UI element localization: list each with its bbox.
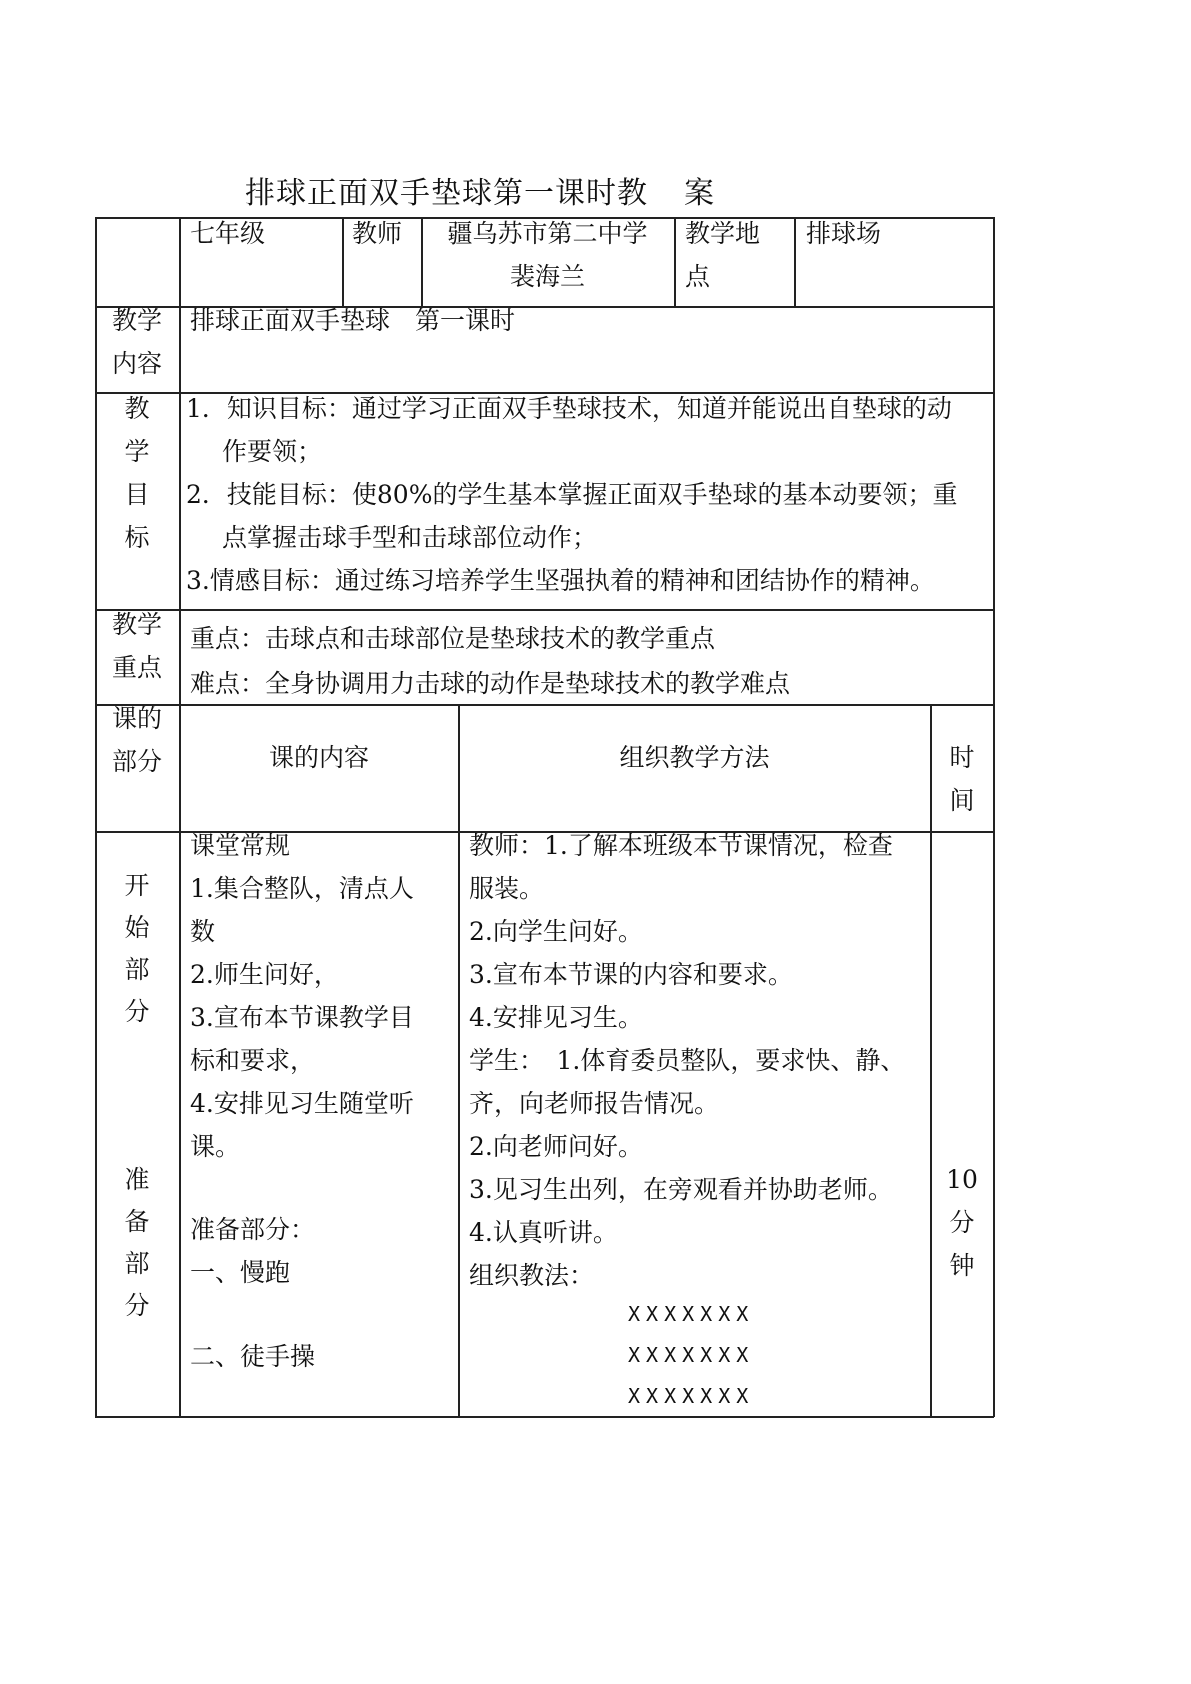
keypoints-label-line1: 教学 <box>111 610 162 639</box>
formation-row: XXXXXXX <box>628 1343 755 1367</box>
difficult-point-text: 难点：全身协调用力击球的动作是垫球技术的教学难点 <box>190 669 791 698</box>
content-line: 课堂常规 <box>190 831 291 860</box>
objectives-label-char: 标 <box>124 523 150 552</box>
teacher-name: 裴海兰 <box>509 262 585 291</box>
title-end: 案 <box>684 176 715 211</box>
col-header-time-line1: 时 <box>949 743 975 772</box>
formation-row: XXXXXXX <box>628 1302 755 1326</box>
content-line: 3.宣布本节课教学目 <box>190 1003 414 1032</box>
method-line: 3.宣布本节课的内容和要求。 <box>469 960 793 989</box>
table-border-bottom <box>95 1416 994 1418</box>
time-unit-char: 钟 <box>949 1251 975 1280</box>
grade-value: 七年级 <box>190 219 266 248</box>
teacher-school: 疆乌苏市第二中学 <box>447 219 648 248</box>
method-line: 4.安排见习生。 <box>469 1003 643 1032</box>
col-divider <box>179 217 181 1417</box>
part-label-char: 分 <box>124 997 150 1026</box>
method-line: 3.见习生出列，在旁观看并协助老师。 <box>469 1175 893 1204</box>
method-line: 教师：1.了解本班级本节课情况，检查 <box>469 831 893 860</box>
content-line: 4.安排见习生随堂听 <box>190 1089 414 1118</box>
method-line: 齐，向老师报告情况。 <box>469 1089 720 1118</box>
time-value: 10 <box>946 1165 978 1194</box>
part-label-char: 准 <box>124 1165 150 1194</box>
part-label-char: 部 <box>124 955 150 984</box>
content-line: 标和要求， <box>190 1046 316 1075</box>
content-line: 2.师生问好， <box>190 960 339 989</box>
teacher-label: 教师 <box>352 219 403 248</box>
content-line: 数 <box>190 917 216 946</box>
content-label-line2: 内容 <box>111 349 162 378</box>
content-label-line1: 教学 <box>111 306 162 335</box>
col-header-time-line2: 间 <box>949 786 975 815</box>
method-line: 2.向老师问好。 <box>469 1132 643 1161</box>
content-line: 二、徒手操 <box>190 1342 316 1371</box>
method-line: 学生： 1.体育委员整队，要求快、静、 <box>469 1046 906 1075</box>
col-divider <box>342 217 344 307</box>
content-line: 一、慢跑 <box>190 1258 291 1287</box>
table-border-right <box>993 217 995 1417</box>
objectives-label-char: 目 <box>124 480 150 509</box>
row-divider <box>95 609 994 611</box>
col-header-content: 课的内容 <box>268 743 369 772</box>
col-divider <box>794 217 796 307</box>
method-line: 服装。 <box>469 874 545 903</box>
col-header-part-line1: 课的 <box>111 704 162 733</box>
col-divider <box>458 704 460 1417</box>
keypoints-label-line2: 重点 <box>111 653 162 682</box>
part-label-char: 分 <box>124 1291 150 1320</box>
part-label-char: 备 <box>124 1207 150 1236</box>
objective-line: 点掌握击球手型和击球部位动作； <box>222 523 598 552</box>
method-line: 4.认真听讲。 <box>469 1218 618 1247</box>
objective-line: 2．技能目标：使80%的学生基本掌握正面双手垫球的基本动要领；重 <box>186 480 958 509</box>
location-label-line2: 点 <box>685 262 711 291</box>
location-label-line1: 教学地 <box>685 219 761 248</box>
content-text: 排球正面双手垫球 第一课时 <box>190 306 516 335</box>
objective-line: 作要领； <box>222 437 323 466</box>
formation-row: XXXXXXX <box>628 1384 755 1408</box>
content-line: 1.集合整队，清点人 <box>190 874 414 903</box>
method-line: 组织教法： <box>469 1261 595 1290</box>
title-main: 排球正面双手垫球第一课时教 <box>245 176 648 211</box>
objective-line: 3.情感目标：通过练习培养学生坚强执着的精神和团结协作的精神。 <box>186 566 935 595</box>
col-divider <box>674 217 676 307</box>
method-line: 2.向学生问好。 <box>469 917 643 946</box>
location-value: 排球场 <box>806 219 882 248</box>
objectives-label-char: 学 <box>124 437 150 466</box>
key-point-text: 重点：击球点和击球部位是垫球技术的教学重点 <box>190 624 716 653</box>
content-line: 准备部分： <box>190 1215 316 1244</box>
time-unit-char: 分 <box>949 1208 975 1237</box>
part-label-char: 始 <box>124 913 150 942</box>
objectives-label-char: 教 <box>124 394 150 423</box>
page-title <box>0 168 960 212</box>
objective-line: 1．知识目标：通过学习正面双手垫球技术，知道并能说出自垫球的动 <box>186 394 952 423</box>
col-header-part-line2: 部分 <box>111 747 162 776</box>
part-label-char: 开 <box>124 871 150 900</box>
part-label-char: 部 <box>124 1249 150 1278</box>
col-header-method: 组织教学方法 <box>619 743 770 772</box>
content-line: 课。 <box>190 1132 241 1161</box>
